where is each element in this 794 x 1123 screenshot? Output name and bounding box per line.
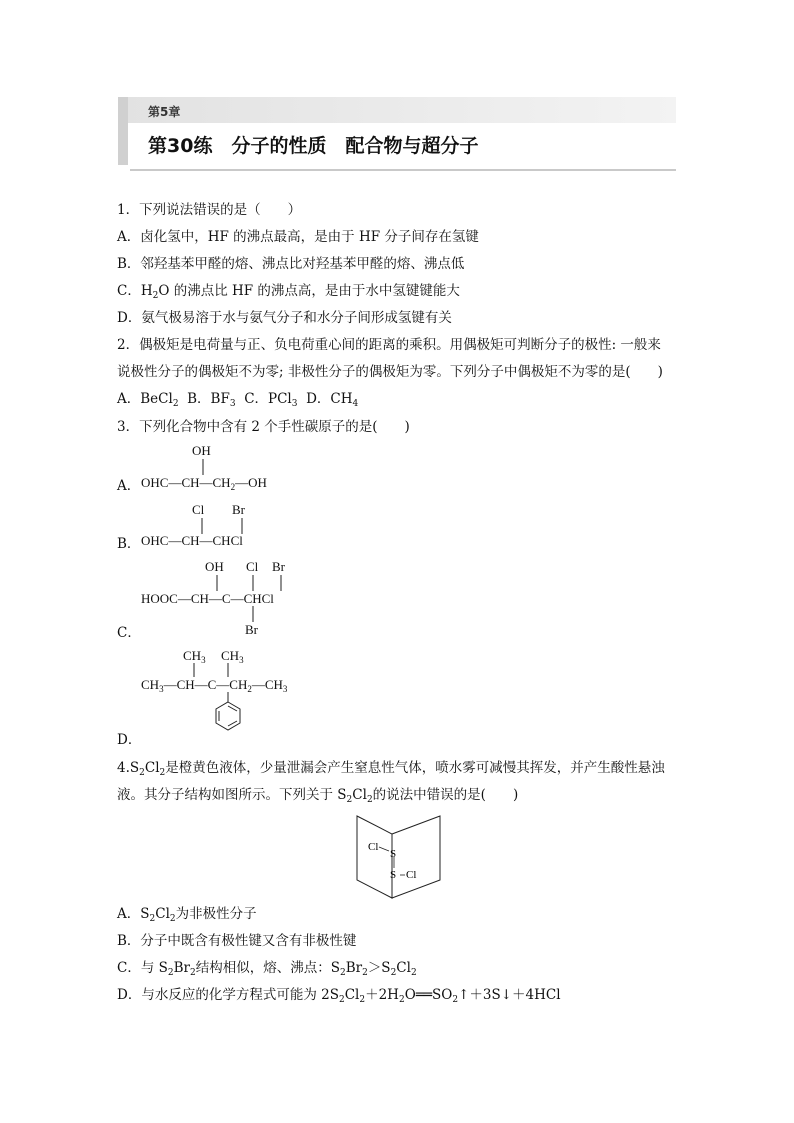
q2-stem-line2: 说极性分子的偶极矩不为零; 非极性分子的偶极矩为零。下列分子中偶极矩不为零的是( ) bbox=[117, 364, 663, 380]
chapter-bar bbox=[118, 97, 676, 123]
q3-option-a-label: A． bbox=[117, 478, 141, 494]
chapter-accent bbox=[118, 97, 128, 165]
q4-stem-line1: $4.S_2Cl_2$是橙黄色液体，少量泄漏会产生窒息性气体，喷水雾可减慢其挥发，并产生酸性悬浊 bbox=[117, 760, 665, 778]
q3c-br-bottom: Br bbox=[245, 622, 258, 637]
q1-option-d: D．氨气极易溶于水与氨气分子和水分子间形成氢键有关 bbox=[117, 310, 452, 326]
q3d-ch3-2: $CH_3$ bbox=[221, 648, 244, 665]
q4-option-d: D．与水反应的化学方程式可能为 $2S_2Cl_2+2H_2O══SO_2↑+3S↓+4HCl$ bbox=[117, 987, 561, 1005]
q3-option-c-label: C． bbox=[117, 625, 141, 641]
q1-option-a: A．卤化氢中，HF 的沸点最高，是由于 HF 分子间存在氢键 bbox=[117, 229, 479, 245]
page-title: 第30练 分子的性质 配合物与超分子 bbox=[148, 135, 479, 157]
q3c-formula: HOOC—CH—C—CHCl bbox=[141, 591, 274, 606]
q1-option-b: B．邻羟基苯甲醛的熔、沸点比对羟基苯甲醛的熔、沸点低 bbox=[117, 256, 465, 272]
q3d-ch3-1: $CH_3$ bbox=[183, 648, 206, 665]
q1-option-c: C．$H_2O$ 的沸点比 HF 的沸点高，是由于水中氢键键能大 bbox=[117, 283, 460, 301]
q4-option-a: A．$S_2Cl_2$为非极性分子 bbox=[117, 906, 257, 924]
chapter-header bbox=[118, 97, 676, 195]
fig-s-bottom: S bbox=[390, 869, 397, 881]
q3b-cl: Cl bbox=[192, 502, 205, 517]
q3-stem: 3．下列化合物中含有 2 个手性碳原子的是( ) bbox=[117, 419, 410, 435]
q3c-br-top: Br bbox=[272, 559, 285, 574]
q4-stem-line2: 液。其分子结构如图所示。下列关于 $S_2Cl_2$的说法中错误的是( ) bbox=[117, 787, 519, 805]
q4-option-b: B．分子中既含有极性键又含有非极性键 bbox=[117, 933, 357, 949]
s2cl2-structure-diagram bbox=[352, 812, 444, 902]
q3b-br: Br bbox=[232, 502, 245, 517]
q3-option-d-label: D． bbox=[117, 732, 142, 748]
fig-cl-top: Cl bbox=[368, 841, 379, 853]
q3c-oh: OH bbox=[205, 559, 224, 574]
title-box bbox=[130, 123, 676, 171]
q1-stem: 1．下列说法错误的是（ ） bbox=[117, 202, 302, 218]
q3d-formula: $CH_3—CH—C—CH_2—CH_3$ bbox=[141, 677, 288, 694]
q2-options: A．BeCl$_2$ B．$BF_3$ C．PCl$_3$ D．$CH_4$ bbox=[117, 391, 359, 409]
chapter-label: 第5章 bbox=[148, 105, 181, 119]
q3a-formula: $OHC—CH—CH_2—OH$ bbox=[141, 475, 267, 492]
fig-s-top: S bbox=[390, 848, 397, 860]
q2-stem-line1: 2．偶极矩是电荷量与正、负电荷重心间的距离的乘积。用偶极矩可判断分子的极性: 一般来 bbox=[117, 337, 661, 353]
q4-option-c: C．与 $S_2Br_2$结构相似，熔、沸点：$S_2Br_2>S_2Cl_2$ bbox=[117, 960, 417, 978]
benzene-ring-icon bbox=[210, 692, 244, 746]
q3-option-b-label: B． bbox=[117, 536, 141, 552]
fig-cl-bottom: Cl bbox=[406, 869, 417, 881]
q3c-cl: Cl bbox=[246, 559, 259, 574]
q3a-oh: OH bbox=[192, 443, 211, 458]
q3b-formula: OHC—CH—CHCl bbox=[141, 533, 243, 548]
